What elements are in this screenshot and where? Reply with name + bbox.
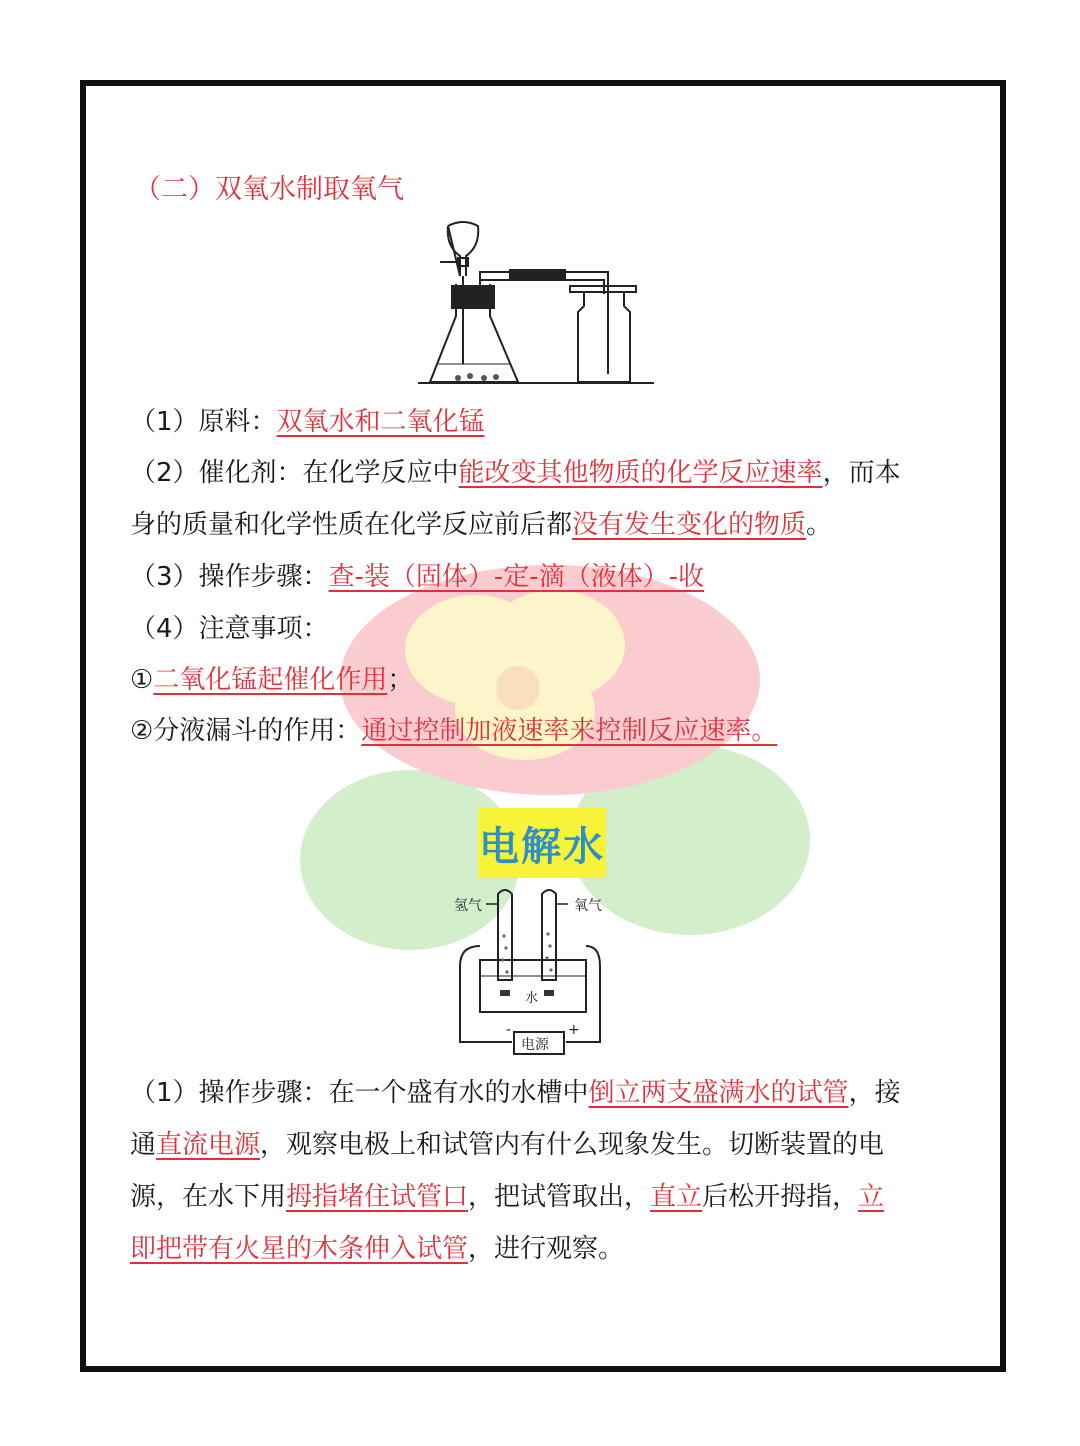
- water-label: 水: [525, 991, 539, 1006]
- note-1-end: ；: [387, 665, 414, 695]
- power-source-label: 电源: [521, 1037, 549, 1053]
- item-catalyst-label: （2）催化剂：在化学反应中: [130, 458, 459, 488]
- plus-sign: +: [568, 1022, 580, 1038]
- electrolysis-diagram: [450, 886, 630, 1062]
- item-materials-label: （1）原料：: [130, 407, 277, 437]
- item-materials-answer: 双氧水和二氧化锰: [276, 407, 485, 437]
- item-catalyst-mid: ，而本: [822, 458, 901, 488]
- item-steps: [130, 557, 704, 597]
- note-1: [130, 660, 413, 700]
- item-steps-answer: 查-装（固体）-定-滴（液体）-收: [328, 562, 705, 592]
- electrolysis-p1: （1）操作步骤：在一个盛有水的水槽中: [130, 1078, 589, 1108]
- note-2-answer: 通过控制加液速率来控制反应速率。: [361, 716, 778, 746]
- electrolysis-line1: [130, 1073, 901, 1113]
- electrolysis-a4: 直立: [650, 1182, 703, 1212]
- item-catalyst-answer-b: 没有发生变化的物质: [572, 510, 807, 540]
- electrolysis-line2: [130, 1125, 884, 1165]
- item-catalyst-line2: [130, 505, 832, 545]
- item-materials: [130, 402, 485, 442]
- note-2: [130, 711, 777, 751]
- item-steps-label: （3）操作步骤：: [130, 562, 329, 592]
- minus-sign: -: [506, 1022, 512, 1038]
- electrolysis-p6: ，把试管取出，: [468, 1182, 651, 1212]
- item-catalyst-line1: [130, 453, 901, 493]
- electrolysis-a5a: 立: [858, 1182, 885, 1212]
- oxygen-apparatus-diagram: [418, 214, 658, 390]
- electrolysis-a5b: 即把带有火星的木条伸入试管: [130, 1234, 469, 1264]
- electrolysis-a2: 直流电源: [156, 1130, 261, 1160]
- electrolysis-title: 电解水: [479, 823, 605, 870]
- electrolysis-p2: ，接: [848, 1078, 901, 1108]
- item-catalyst-pre: 身的质量和化学性质在化学反应前后都: [130, 510, 573, 540]
- section-heading: （二）双氧水制取氧气: [134, 174, 404, 205]
- electrolysis-line3: [130, 1177, 884, 1217]
- electrolysis-title-box: [478, 808, 606, 878]
- electrolysis-line4: [130, 1229, 624, 1269]
- note-2-label: ②分液漏斗的作用：: [130, 716, 362, 746]
- electrolysis-p7: 后松开拇指，: [702, 1182, 859, 1212]
- electrolysis-p4: ，观察电极上和试管内有什么现象发生。切断装置的电: [260, 1130, 885, 1160]
- note-1-num: ①: [130, 665, 154, 695]
- electrolysis-p3: 通: [130, 1130, 157, 1160]
- oxygen-label: 氧气: [574, 898, 602, 914]
- hydrogen-label: 氢气: [454, 898, 482, 914]
- note-1-answer: 二氧化锰起催化作用: [153, 665, 388, 695]
- electrolysis-p8: ，进行观察。: [468, 1234, 625, 1264]
- item-catalyst-end: 。: [806, 510, 833, 540]
- electrolysis-p5: 源，在水下用: [130, 1182, 287, 1212]
- item-catalyst-answer-a: 能改变其他物质的化学反应速率: [458, 458, 823, 488]
- electrolysis-a3: 拇指堵住试管口: [286, 1182, 469, 1212]
- electrolysis-a1: 倒立两支盛满水的试管: [588, 1078, 849, 1108]
- item-notes: （4）注意事项：: [130, 614, 329, 644]
